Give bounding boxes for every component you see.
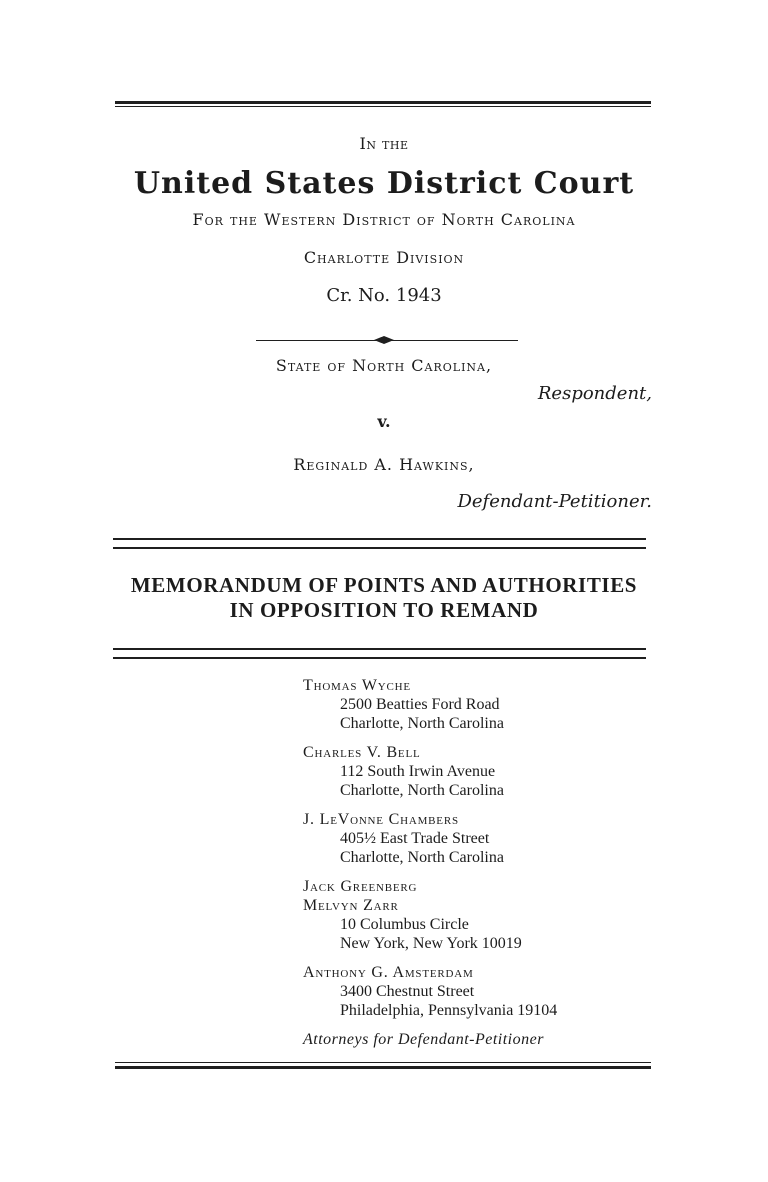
counsel-block [303,676,643,1049]
versus-label: v. [377,412,391,431]
top-rule [115,101,651,104]
attorney-address-line: 2500 Beatties Ford Road [340,696,500,713]
attorney-name: J. LeVonne Chambers [303,811,459,828]
attorney-entry [303,676,643,733]
court-name: United States District Court [133,166,635,201]
attorney-address-line: 10 Columbus Circle [340,916,469,933]
attorney-name: Charles V. Bell [303,744,421,761]
defendant-name: Reginald A. Hawkins, [293,455,475,474]
attorney-address-line: Charlotte, North Carolina [340,849,504,866]
rule-above-memo [113,538,646,549]
attorney-name: Anthony G. Amsterdam [303,964,474,981]
memo-title-line2: IN OPPOSITION TO REMAND [229,598,539,622]
defendant-role: Defendant-Petitioner. [457,491,652,512]
respondent-role: Respondent, [537,383,652,404]
attorney-address-line: 112 South Irwin Avenue [340,763,496,780]
attorney-name: Jack Greenberg [303,878,418,895]
attorney-entry [303,743,643,800]
attorney-address-line: 3400 Chestnut Street [340,983,475,1000]
district-line: For the Western District of North Carolina [192,210,576,229]
attorney-address-line: Charlotte, North Carolina [340,782,504,799]
top-rule-thin [115,106,651,107]
case-number: Cr. No. 1943 [326,285,442,306]
memo-title-line1: MEMORANDUM OF POINTS AND AUTHORITIES [130,573,638,597]
respondent-name: State of North Carolina, [275,356,493,375]
diamond-ornament-icon [374,336,394,344]
bottom-rule [115,1066,651,1069]
bottom-rule-thin [115,1062,651,1063]
attorney-name: Thomas Wyche [303,677,411,694]
attorney-address-line: Charlotte, North Carolina [340,715,504,732]
rule-below-memo [113,648,646,659]
attorney-address-line: 405½ East Trade Street [340,830,490,847]
division-line: Charlotte Division [303,248,465,267]
attorney-address-line: New York, New York 10019 [340,935,522,952]
attorney-entry [303,877,643,953]
attorney-name: Melvyn Zarr [303,897,399,914]
in-the-label: In the [359,134,409,153]
attorney-entry [303,963,643,1020]
attorney-entry [303,810,643,867]
attorneys-footer: Attorneys for Defendant-Petitioner [303,1031,544,1048]
attorney-address-line: Philadelphia, Pennsylvania 19104 [340,1002,558,1019]
